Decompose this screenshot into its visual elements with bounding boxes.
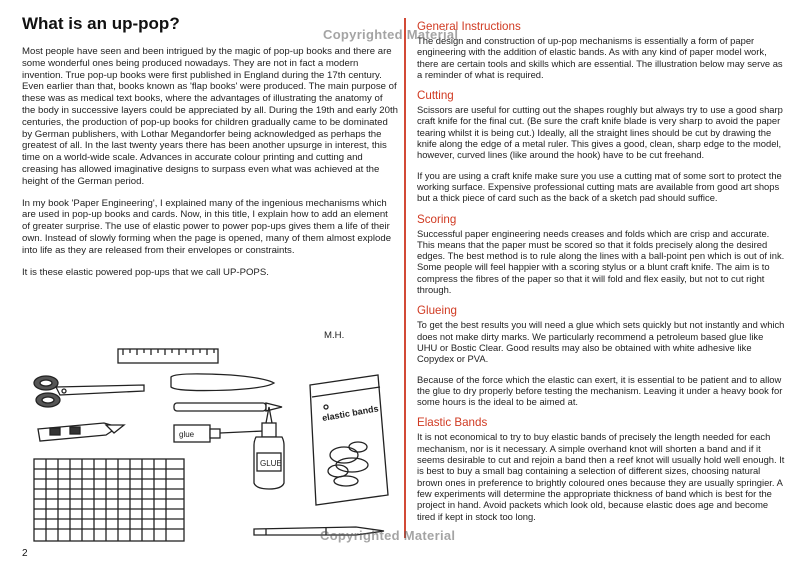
watermark-bottom: Copyrighted Material: [320, 528, 456, 543]
section-general-instructions: [417, 20, 785, 80]
intro-paragraph-1: Most people have seen and been intrigued by the magic of pop-up books and there are some wonderful ones being produced nowadays. They are not in fact a modern invention. True pop-up books were first published in England during the 17th century. Even earlier than that, books known as 'flap books' were produced. The main purpose of these was as medical text books, where the advantages of illustrating the anatomy of the body in successive layers could be appreciated by all. During the 19th and early 20th centuries, the production of pop-up books for children gradually came to be dominated by German publishers, with Lothar Megandorfer being acknowledged as perhaps the greatest of all. In the last twenty years there has been another upsurge in interest, this time on a world-wide scale. Advances in accurate colour printing and cutting and creasing has allowed imaginative designs to surpass even what was achieved at the height of the German period.: [22, 46, 398, 187]
section-heading: Elastic Bands: [417, 416, 488, 430]
section-cutting: [417, 89, 785, 203]
intro-text: [22, 46, 398, 288]
column-divider: [404, 18, 406, 538]
scissors-icon: [34, 376, 144, 407]
glue-bottle-label: GLUE: [260, 459, 282, 468]
watermark-top: Copyrighted Material: [323, 27, 459, 42]
section-glueing: [417, 304, 785, 407]
section-heading: Glueing: [417, 304, 457, 318]
cutting-mat-icon: [34, 459, 184, 541]
craft-knife-icon: [38, 423, 124, 441]
page-title: What is an up-pop?: [22, 14, 180, 33]
glue-tube-label: glue: [179, 430, 195, 439]
section-heading: Scoring: [417, 212, 457, 226]
page-number: 2: [22, 548, 28, 559]
instructions-column: [417, 20, 785, 531]
intro-paragraph-2: In my book 'Paper Engineering', I explained many of the ingenious mechanisms which are used in pop-up books and cards. Now, in this title, I explain how to add an element of greater surprise. The use of elastic power to power pop-ups gives them a life of their own. Instead of slowly forming when the page is opened, many of them almost explode into life as they are released from their envelopes or constraints.: [22, 197, 392, 256]
glue-bottle-icon: [254, 407, 284, 489]
tools-illustration: [26, 345, 398, 545]
bone-folder-icon: [171, 374, 274, 391]
elastic-bands-bag-icon: [310, 375, 388, 505]
section-heading: Cutting: [417, 89, 454, 103]
section-elastic-bands: [417, 416, 785, 521]
pencil-icon: [174, 403, 282, 411]
ruler-icon: [118, 349, 218, 363]
author-signature: M.H.: [324, 330, 345, 341]
section-scoring: [417, 213, 785, 296]
section-paragraph: The design and construction of up-pop mechanisms is essentially a form of paper engineering with the addition of elastic bands. As with any kind of paper model work, there are certain tools and skills which are essential. The illustration below may serve as a reminder of what is required.: [417, 35, 783, 80]
intro-paragraph-3: It is these elastic powered pop-ups that we call UP-POPS.: [22, 266, 269, 278]
section-paragraph: To get the best results you will need a glue which sets quickly but not instantly and which does not make dirty marks. We particularly recommend a petroleum based glue like UHU or Bostic Clear. Good results may also be obtained with white adhesive like Copydex or PVA.: [417, 319, 785, 365]
elastic-bag-label: elastic bands: [321, 403, 380, 424]
section-paragraph: Successful paper engineering needs creases and folds which are crisp and accurate. This means that the paper must be scored so that it folds precisely along the desired edges. The best method is to rule along the lines with a ball-point pen which is out of ink. Some people will feel happier with a scoring stylus or a blunt craft knife. The aim is to compress the fibres of the paper so that it will fold and flex easily, but not to cut right through.: [417, 227, 785, 296]
section-paragraph: It is not economical to try to buy elastic bands of precisely the length needed for each mechanism, nor is it necessary. A simple overhand knot will shorten a band and if it seems desirable to cut and rejoin a band then a reef knot will usually hold well enough. It is best to buy a small bag containing a selection of different sizes, choosing natural brown ones in preference to brightly coloured ones because they are usually springier. A few experiments will determine the appropriate thickness of band which is best for the project in hand. Avoid packets which look old, because elastic does age and become tired if kept in stock too long.: [417, 431, 785, 522]
section-heading: General Instructions: [417, 20, 521, 33]
section-paragraph: Because of the force which the elastic can exert, it is essential to be patient and to allow the glue to dry properly before testing the mechanism. Leaving it under a heavy book for some hours is the ideal to be aimed at.: [417, 373, 783, 408]
section-paragraph: Scissors are useful for cutting out the shapes roughly but always try to use a good sharp craft knife for the final cut. (Be sure the craft knife blade is very sharp to avoid the paper tearing whilst it is being cut.) Ideally, all the straight lines should be cut by drawing the knife along the edge of a metal ruler. This gives a good, clean, sharp edge to the model, however, curved lines (like around the hook) have to be cut freehand.: [417, 104, 783, 161]
section-paragraph: If you are using a craft knife make sure you use a cutting mat of some sort to protect the working surface. Expensive professional cutting mats are available from good art shops but a thick piece of card such as the back of a sketch pad should suffice.: [417, 169, 782, 204]
glue-tube-icon: [174, 425, 264, 442]
